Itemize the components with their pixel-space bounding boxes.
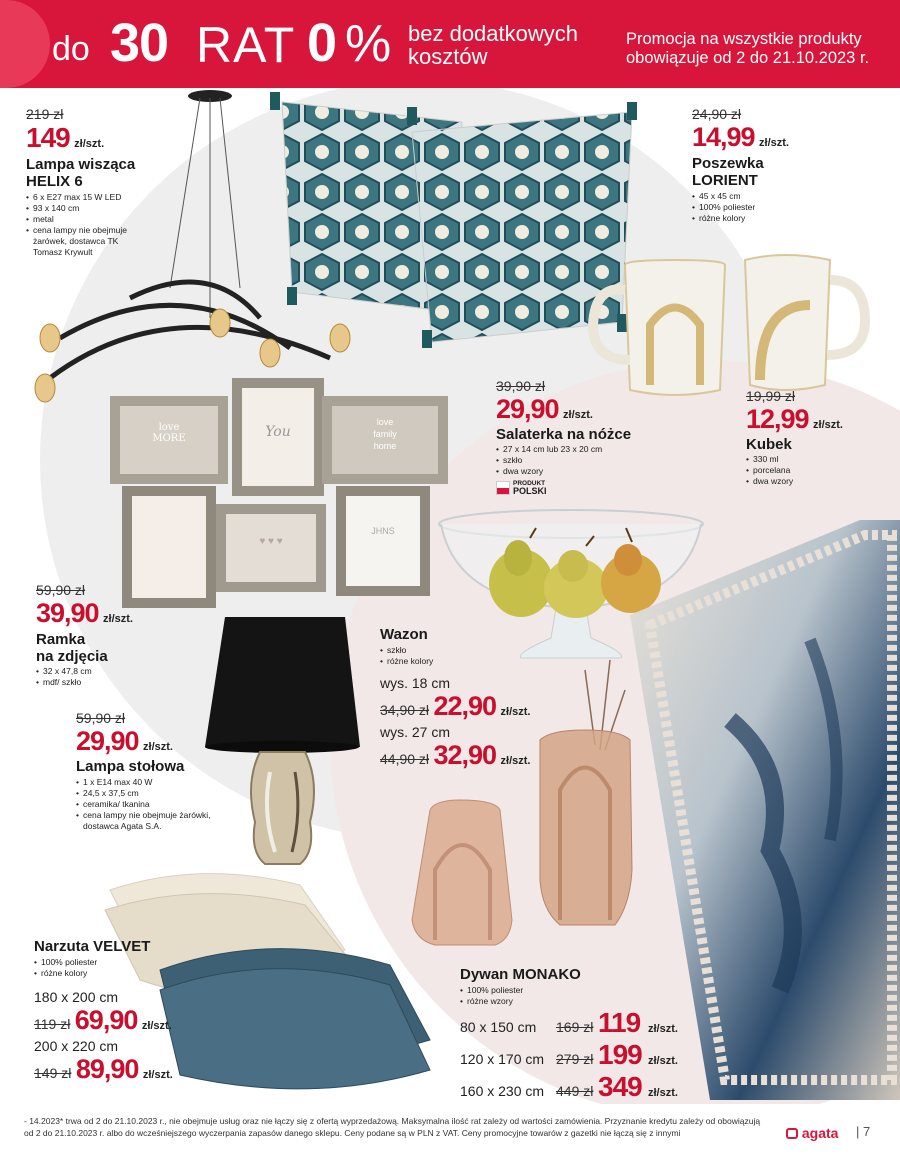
product-name-line2: na zdjęcia (36, 648, 108, 665)
logo-text: agata (801, 1125, 839, 1141)
price-unit: zł/szt. (143, 741, 173, 753)
new-price-3: 349 (598, 1071, 642, 1102)
size-row-2 (460, 1039, 700, 1071)
badge-line2: POLSKI (513, 486, 547, 496)
price-unit: zł/szt. (74, 138, 105, 150)
size-label-1: 180 x 200 cm (34, 989, 119, 1005)
product-name-line2: HELIX 6 (26, 173, 83, 190)
new-price-1: 22,90 (433, 691, 497, 721)
feature-item: • różne wzory (460, 996, 700, 1007)
feature-item: • 93 x 140 cm (26, 203, 136, 214)
price-unit: zł/szt. (813, 419, 843, 431)
new-price: 14,99 (692, 122, 755, 152)
feature-list (692, 191, 872, 224)
product-name: Wazon (380, 626, 428, 643)
size-label-1: 80 x 150 cm (460, 1019, 537, 1035)
logo-icon (786, 1128, 798, 1139)
new-price: 39,90 (36, 598, 99, 628)
product-name: Salaterka na nóżce (496, 426, 632, 443)
feature-item: • 330 ml (746, 454, 886, 465)
banner-extra (408, 22, 578, 68)
price-unit-3: zł/szt. (648, 1087, 678, 1099)
old-price-1: 34,90 zł (380, 702, 430, 718)
old-price: 24,90 zł (692, 106, 742, 122)
frame-3-text-b: family (373, 429, 397, 439)
product-name: Dywan MONAKO (460, 966, 581, 983)
frame-3 (322, 396, 448, 484)
size-row-3 (460, 1071, 700, 1103)
feature-list (496, 444, 656, 477)
feature-item: • cena lampy nie obejmuje żarówek, dostawca TK Tomasz Krywult (26, 225, 136, 258)
frame-1-text-a: love (158, 422, 180, 433)
size-label-2: 200 x 220 cm (34, 1038, 119, 1054)
banner-pill (0, 0, 50, 88)
new-price: 29,90 (496, 394, 559, 424)
product-dywan (460, 966, 700, 1103)
product-lampa-stolowa (76, 710, 236, 832)
new-price-2: 89,90 (75, 1054, 139, 1084)
feature-item: • porcelana (746, 465, 886, 476)
new-price-1: 69,90 (74, 1005, 138, 1035)
banner-rat: RAT (196, 17, 296, 73)
frame-2 (232, 378, 324, 496)
feature-list (746, 454, 886, 487)
product-name: Narzuta VELVET (34, 938, 151, 955)
banner-promo-line1: Promocja na wszystkie produkty (626, 30, 862, 48)
feature-list (380, 645, 580, 667)
feature-item: • 100% poliester (34, 957, 204, 968)
old-price-1: 169 zł (556, 1019, 594, 1035)
product-name-line1: Ramka (36, 631, 86, 648)
banner-promo (626, 30, 869, 68)
feature-item: • 24,5 x 37,5 cm (76, 788, 226, 799)
old-price-2: 149 zł (34, 1065, 72, 1081)
badge-line1: PRODUKT (513, 480, 546, 487)
feature-item: • 6 x E27 max 15 W LED (26, 192, 136, 203)
product-poszewka (692, 106, 872, 224)
polish-product-badge (496, 480, 656, 496)
new-price-2: 32,90 (433, 740, 497, 770)
feature-list (26, 192, 136, 258)
old-price-2: 279 zł (556, 1051, 594, 1067)
new-price-1: 119 (598, 1007, 641, 1038)
polish-flag-icon (496, 481, 510, 495)
banner-do: do (52, 30, 90, 68)
agata-logo (786, 1125, 838, 1141)
feature-list (36, 666, 196, 688)
frame-1-text-b: MORE (152, 433, 186, 444)
feature-item: • dwa wzory (496, 466, 656, 477)
feature-list (460, 985, 700, 1007)
banner-zero: 0 (307, 13, 338, 73)
old-price: 19,99 zł (746, 388, 796, 404)
feature-item: • szkło (496, 455, 656, 466)
price-unit-1: zł/szt. (141, 1020, 172, 1032)
banner-extra-line1: bez dodatkowych (408, 21, 578, 46)
feature-item: • 32 x 47,8 cm (36, 666, 196, 677)
new-price: 149 (26, 122, 70, 153)
product-ramka (36, 582, 196, 688)
product-salaterka (496, 378, 656, 496)
photo-frames-image (106, 378, 468, 610)
banner-30: 30 (110, 13, 169, 73)
old-price-2: 44,90 zł (380, 751, 430, 767)
price-unit-1: zł/szt. (648, 1023, 678, 1035)
old-price-1: 119 zł (34, 1016, 71, 1032)
old-price: 219 zł (26, 106, 64, 122)
feature-item: • szkło (380, 645, 580, 656)
product-wazon (380, 626, 580, 771)
price-unit-2: zł/szt. (648, 1055, 678, 1067)
size-label-3: 160 x 230 cm (460, 1083, 545, 1099)
old-price: 59,90 zł (36, 582, 86, 598)
feature-list (76, 777, 226, 832)
feature-item: • metal (26, 214, 136, 225)
size-label-2: 120 x 170 cm (460, 1051, 545, 1067)
banner-promo-line2: obowiązuje od 2 do 21.10.2023 r. (626, 49, 870, 67)
product-name-line1: Poszewka (692, 155, 764, 172)
feature-item: • dwa wzory (746, 476, 886, 487)
product-name: Lampa stołowa (76, 758, 185, 775)
frame-1 (110, 396, 228, 484)
page-number: | 7 (856, 1124, 871, 1139)
size-label-2: wys. 27 cm (380, 724, 451, 740)
banner-extra-line2: kosztów (408, 44, 488, 69)
price-unit: zł/szt. (563, 409, 593, 421)
old-price-3: 449 zł (556, 1083, 594, 1099)
feature-item: • 1 x E14 max 40 W (76, 777, 226, 788)
frame-5 (216, 504, 326, 592)
frame-5-text: ♥ ♥ ♥ (226, 514, 316, 582)
price-unit-1: zł/szt. (500, 706, 531, 718)
frame-3-text-c: home (373, 441, 397, 451)
new-price: 12,99 (746, 404, 809, 434)
frame-6 (336, 486, 430, 596)
product-name-line2: LORIENT (692, 172, 758, 189)
product-name-line1: Lampa wisząca (26, 156, 136, 173)
product-lampa-wiszaca (26, 106, 186, 258)
size-row-1 (460, 1007, 700, 1039)
old-price: 59,90 zł (76, 710, 126, 726)
banner-percent: % (345, 15, 392, 73)
frame-6-text: JHNS (346, 496, 420, 586)
old-price: 39,90 zł (496, 378, 546, 394)
feature-item: • różne kolory (692, 213, 872, 224)
feature-item: • 45 x 45 cm (692, 191, 872, 202)
feature-item: • 100% poliester (460, 985, 700, 996)
feature-item: • różne kolory (380, 656, 580, 667)
price-unit-2: zł/szt. (500, 755, 531, 767)
new-price-2: 199 (598, 1039, 642, 1070)
price-unit-2: zł/szt. (142, 1069, 173, 1081)
frame-2-text: You (242, 388, 314, 486)
feature-item: • mdf/ szkło (36, 677, 196, 688)
feature-list (34, 957, 204, 979)
product-name: Kubek (746, 436, 792, 453)
feature-item: • 100% poliester (692, 202, 872, 213)
new-price: 29,90 (76, 726, 139, 756)
feature-item: • różne kolory (34, 968, 204, 979)
price-unit: zł/szt. (759, 137, 789, 149)
size-label-1: wys. 18 cm (380, 675, 451, 691)
price-unit: zł/szt. (103, 613, 133, 625)
promo-banner (0, 0, 900, 88)
product-kubek (746, 388, 886, 487)
feature-item: • 27 x 14 cm lub 23 x 20 cm (496, 444, 656, 455)
feature-item: • ceramika/ tkanina (76, 799, 226, 810)
footer-legal-text: - 14.2023* trwa od 2 do 21.10.2023 r., nie obejmuje usług oraz nie łączy się z ofertą wyprzedażową. Maksymalna ilość rat zależy od wartości zamówienia. Przyznanie kredytu zależy od obowiązują od 2 do 21.10.2023 r. albo do wcześniejszego wyczerpania zapasów danego sklepu. Ceny podane są w PLN z VAT. Ceny promocyjne towarów z gazetki nie łączą się z innymi (24, 1116, 761, 1138)
product-narzuta (34, 938, 204, 1085)
frame-3-text-a: love (376, 417, 394, 427)
feature-item: • cena lampy nie obejmuje żarówki, dostawca Agata S.A. (76, 810, 226, 832)
